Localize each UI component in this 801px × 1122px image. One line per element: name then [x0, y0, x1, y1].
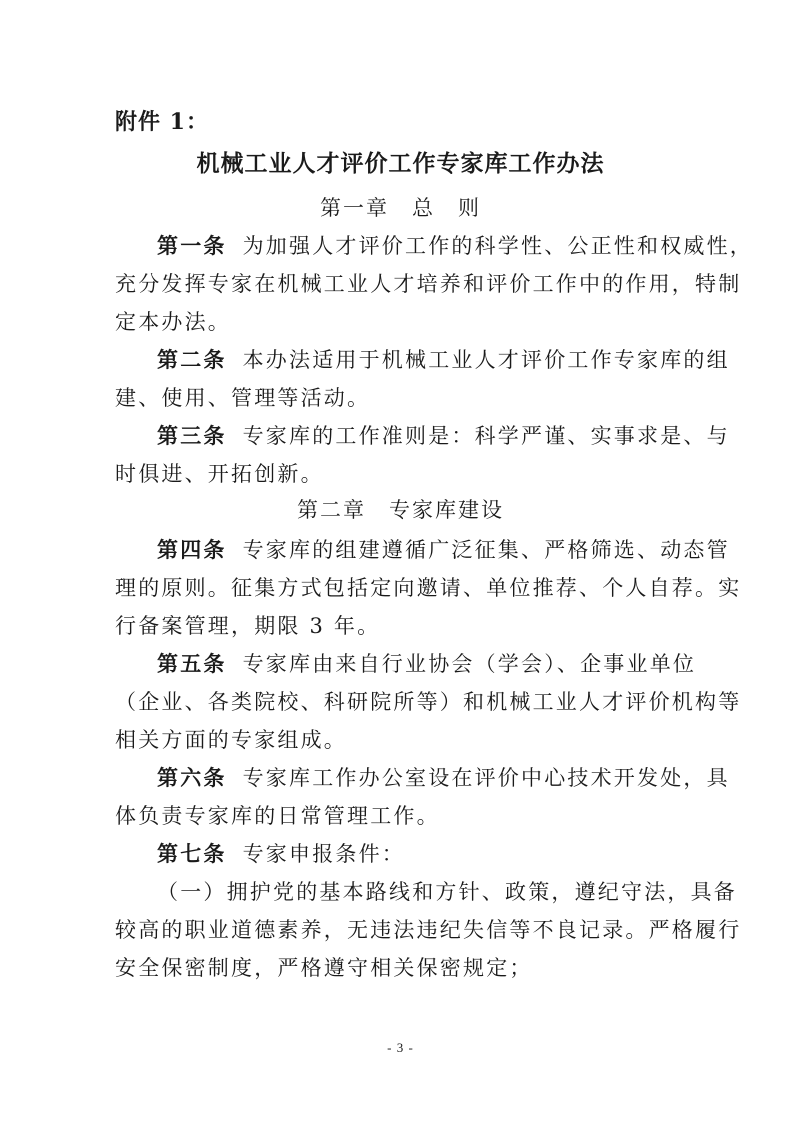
article-2-label: 第二条 [157, 347, 227, 372]
article-4-line-2: 理的原则。征集方式包括定向邀请、单位推荐、个人自荐。实 [115, 576, 742, 600]
article-4-text-1: 专家库的组建遵循广泛征集、严格筛选、动态管 [242, 538, 730, 562]
item-1-line-2: 较高的职业道德素养，无违法违纪失信等不良记录。严格履行 [115, 918, 742, 942]
article-3-text-1: 专家库的工作准则是：科学严谨、实事求是、与 [242, 424, 730, 448]
article-6-text-1: 专家库工作办公室设在评价中心技术开发处，具 [242, 766, 730, 790]
article-2-line-2: 建、使用、管理等活动。 [115, 386, 371, 410]
item-1-line-3: 安全保密制度，严格遵守相关保密规定； [115, 956, 533, 980]
article-2-text-1: 本办法适用于机械工业人才评价工作专家库的组 [242, 348, 730, 372]
article-6-line-1 [157, 760, 730, 796]
chapter-1-heading: 第一章 总 则 [320, 196, 481, 220]
article-2-line-1 [157, 342, 730, 378]
article-7-line-1 [157, 836, 405, 872]
item-1-line-1: （一）拥护党的基本路线和方针、政策，遵纪守法，具备 [157, 880, 737, 904]
article-5-text-1: 专家库由来自行业协会（学会）、企事业单位 [242, 652, 697, 676]
article-7-label: 第七条 [157, 841, 227, 866]
attachment-label: 附件 1： [115, 109, 209, 135]
article-3-label: 第三条 [157, 423, 227, 448]
article-6-label: 第六条 [157, 765, 227, 790]
article-1-text-1: 为加强人才评价工作的科学性、公正性和权威性， [242, 234, 754, 258]
article-6-line-2: 体负责专家库的日常管理工作。 [115, 804, 440, 828]
article-4-line-1 [157, 532, 730, 568]
article-5-label: 第五条 [157, 651, 227, 676]
article-1-label: 第一条 [157, 233, 227, 258]
article-4-label: 第四条 [157, 537, 227, 562]
article-5-line-1 [157, 646, 696, 682]
article-4-line-3: 行备案管理，期限 3 年。 [115, 614, 381, 638]
article-5-line-2: （企业、各类院校、科研院所等）和机械工业人才评价机构等 [115, 690, 742, 714]
page-number: - 3 - [387, 1040, 414, 1055]
article-1-line-1 [157, 228, 753, 264]
article-1-line-2: 充分发挥专家在机械工业人才培养和评价工作中的作用，特制 [115, 272, 742, 296]
chapter-2-heading: 第二章 专家库建设 [297, 498, 504, 522]
article-7-text-1: 专家申报条件： [242, 842, 406, 866]
article-3-line-1 [157, 418, 730, 454]
article-1-line-3: 定本办法。 [115, 310, 231, 334]
article-5-line-3: 相关方面的专家组成。 [115, 728, 347, 752]
document-title: 机械工业人才评价工作专家库工作办法 [196, 150, 605, 177]
article-3-line-2: 时俱进、开拓创新。 [115, 462, 324, 486]
